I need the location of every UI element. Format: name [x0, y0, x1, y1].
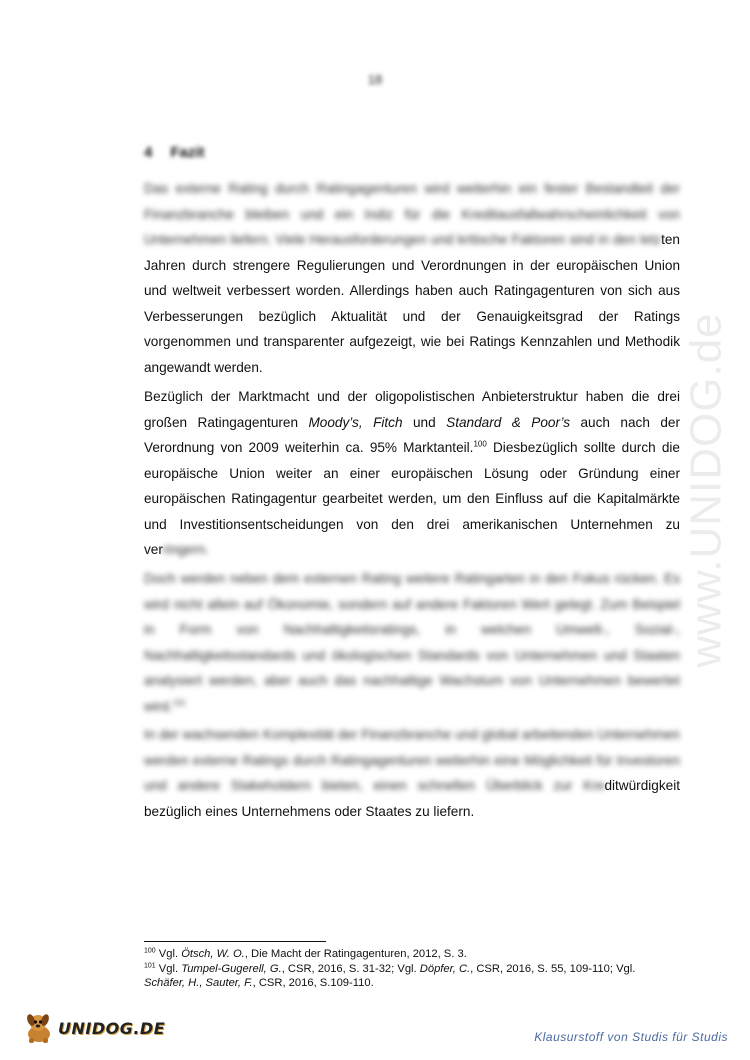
paragraph-2-part-b: auch nach der Verordnung von 2009 weiterhin ca. 95% Marktanteil. [144, 414, 680, 455]
watermark-text: www.UNIDOG.de [682, 312, 732, 668]
paragraph-3 [144, 566, 680, 719]
paragraph-4 [144, 722, 680, 824]
footnote-100-rest: , Die Macht der Ratingagenturen, 2012, S. 3. [244, 948, 467, 960]
footnote-100-prefix: Vgl. [155, 948, 182, 960]
footnote-ref-100[interactable]: 100 [473, 439, 487, 449]
page-number: 18 [367, 72, 383, 87]
footnote-100-number: 100 [144, 947, 156, 955]
footnotes [144, 947, 704, 991]
heading-title: Fazit [170, 144, 205, 161]
footnote-101-mid-2: , CSR, 2016, S. 55, 109-110; Vgl. [470, 962, 636, 975]
footnote-101-author-1: Tumpel-Gugerell, G. [181, 962, 282, 975]
logo-text: UNIDOG.DE [58, 1018, 166, 1038]
footnote-101 [144, 962, 704, 991]
agency-sp: Standard & Poor’s [446, 414, 571, 430]
section-heading [144, 144, 205, 161]
dog-mascot-icon [22, 1012, 56, 1044]
footnote-101-rest: , CSR, 2016, S.109-110. [252, 977, 374, 989]
paragraph-4-visible: ditwürdigkeit bezüglich eines Unternehmens oder Staates zu liefern. [144, 778, 680, 819]
footnote-101-author-2: Döpfer, C. [419, 962, 471, 975]
footnote-ref-101: 101 [172, 697, 187, 707]
paragraph-2-part-c: Diesbezüglich sollte durch die europäische Union weiter an einer europäischen Lösung oder Gründung einer europäischen Ratingagentur gearbeitet werden, um den Einfluss auf die Kapitalmärkte und Investitionsentscheidungen von den drei amerikanischen Unternehmen zu ver [144, 440, 680, 557]
agency-names: Moody’s, Fitch [308, 414, 403, 430]
paragraph-1 [144, 176, 680, 380]
footnote-divider [144, 941, 326, 942]
paragraph-2 [144, 384, 680, 563]
paragraph-1-blurred: Das externe Rating durch Ratingagenturen wird weiterhin ein fester Bestandteil der Finanzbranche bleiben und ein Indiz für die Kreditausfallwahrscheinlichkeit von Unternehmen liefern. Viele Herausforderungen und kritische Faktoren sind in den letz [144, 181, 680, 247]
paragraph-2-blurred: ringern. [162, 542, 209, 557]
heading-number: 4 [144, 144, 153, 161]
unidog-logo[interactable] [22, 1012, 165, 1044]
footnote-101-number: 101 [144, 961, 156, 969]
footnote-101-mid-1: , CSR, 2016, S. 31-32; Vgl. [281, 962, 420, 975]
paragraph-3-text: Doch werden neben dem externen Rating weitere Ratingarten in den Fokus rücken. Es wird nicht allein auf Ökonomie, sondern auf andere Faktoren Wert gelegt. Zum Beispiel in Form von Nachhaltigkeitsratings, in welchen Umwelt-, Sozial-, Nachhaltigkeitsstandards und ökologischen Standards von Unternehmen und Staaten analysiert werden, aber auch das nachhaltige Wachstum von Unternehmen bewertet wird. [144, 571, 680, 714]
paragraph-2-part-a: Bezüglich der Marktmacht und der oligopolistischen Anbieterstruktur haben die drei großen Ratingagenturen [144, 389, 680, 430]
footnote-100-author: Ötsch, W. O. [181, 948, 245, 960]
paragraph-1-visible: ten Jahren durch strengere Regulierungen und Verordnungen in der europäischen Union und weltweit verbessert worden. Allerdings haben auch Ratingagenturen von sich aus Verbesserungen bezüglich Aktualität und der Genauigkeitsgrad der Ratings vorgenommen und transparenter aufgezeigt, wie bei Ratings Kennzahlen und Methodik angewandt werden. [144, 232, 680, 375]
paragraph-2-und: und [402, 414, 447, 430]
footer-tagline: Klausurstoff von Studis für Studis [534, 1030, 728, 1044]
paragraph-4-blurred: In der wachsenden Komplexität der Finanzbranche und global arbeitenden Unternehmen werden externe Ratings durch Ratingagenturen weiterhin eine Möglichkeit für Investoren und andere Stakeholdern bieten, einen schnellen Überblick zur Kre [144, 727, 680, 793]
footnote-101-prefix: Vgl. [155, 962, 182, 975]
footnote-100 [144, 947, 704, 962]
footnote-101-author-3: Schäfer, H., Sauter, F. [144, 977, 253, 989]
